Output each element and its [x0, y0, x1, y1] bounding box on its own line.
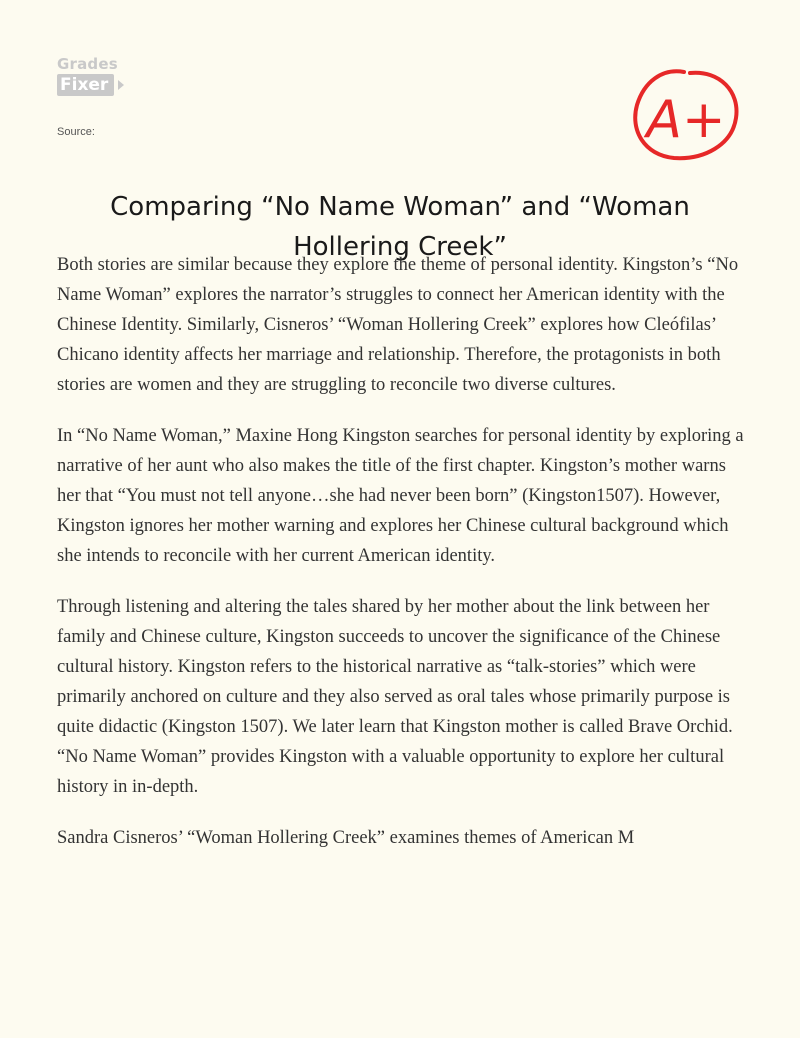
content-fade-overlay	[57, 950, 747, 1038]
gradesfixer-logo[interactable]	[57, 55, 177, 96]
essay-title: Comparing “No Name Woman” and “Woman Hollering Creek”	[110, 192, 690, 262]
essay-paragraph-4: Sandra Cisneros’ “Woman Hollering Creek” examines themes of American M	[57, 828, 635, 848]
grade-text: A+	[646, 90, 726, 150]
logo-text-bottom: Fixer	[57, 74, 114, 96]
essay-paragraph-2: In “No Name Woman,” Maxine Hong Kingston searches for personal identity by exploring a narrative of her aunt who also makes the title of the first chapter. Kingston’s mother warns her that “You must not tell anyone…she had never been born” (Kingston1507). However, Kingston ignores her mother warning and explores her Chinese cultural background which she intends to reconcile with her current American identity.	[57, 426, 744, 566]
logo-text-top: Grades	[57, 55, 118, 73]
logo-arrow-icon	[118, 80, 124, 90]
essay-body	[57, 250, 747, 1038]
grade-a-plus-icon	[622, 60, 752, 170]
source-label: Source:	[57, 126, 95, 138]
essay-paragraph-1: Both stories are similar because they explore the theme of personal identity. Kingston’s “No Name Woman” explores the narrator’s struggles to connect her American identity with the Chinese Identity. Similarly, Cisneros’ “Woman Hollering Creek” explores how Cleófilas’ Chicano identity affects her marriage and relationship. Therefore, the protagonists in both stories are women and they are struggling to reconcile two diverse cultures.	[57, 255, 739, 395]
logo-badge	[57, 74, 114, 96]
essay-paragraph-3: Through listening and altering the tales shared by her mother about the link between her family and Chinese culture, Kingston succeeds to uncover the significance of the Chinese cultural history. Kingston refers to the historical narrative as “talk-stories” which were primarily anchored on culture and they also served as oral tales whose primarily purpose is quite didactic (Kingston 1507). We later learn that Kingston mother is called Brave Orchid. “No Name Woman” provides Kingston with a valuable opportunity to explore her cultural history in in-depth.	[57, 597, 733, 797]
